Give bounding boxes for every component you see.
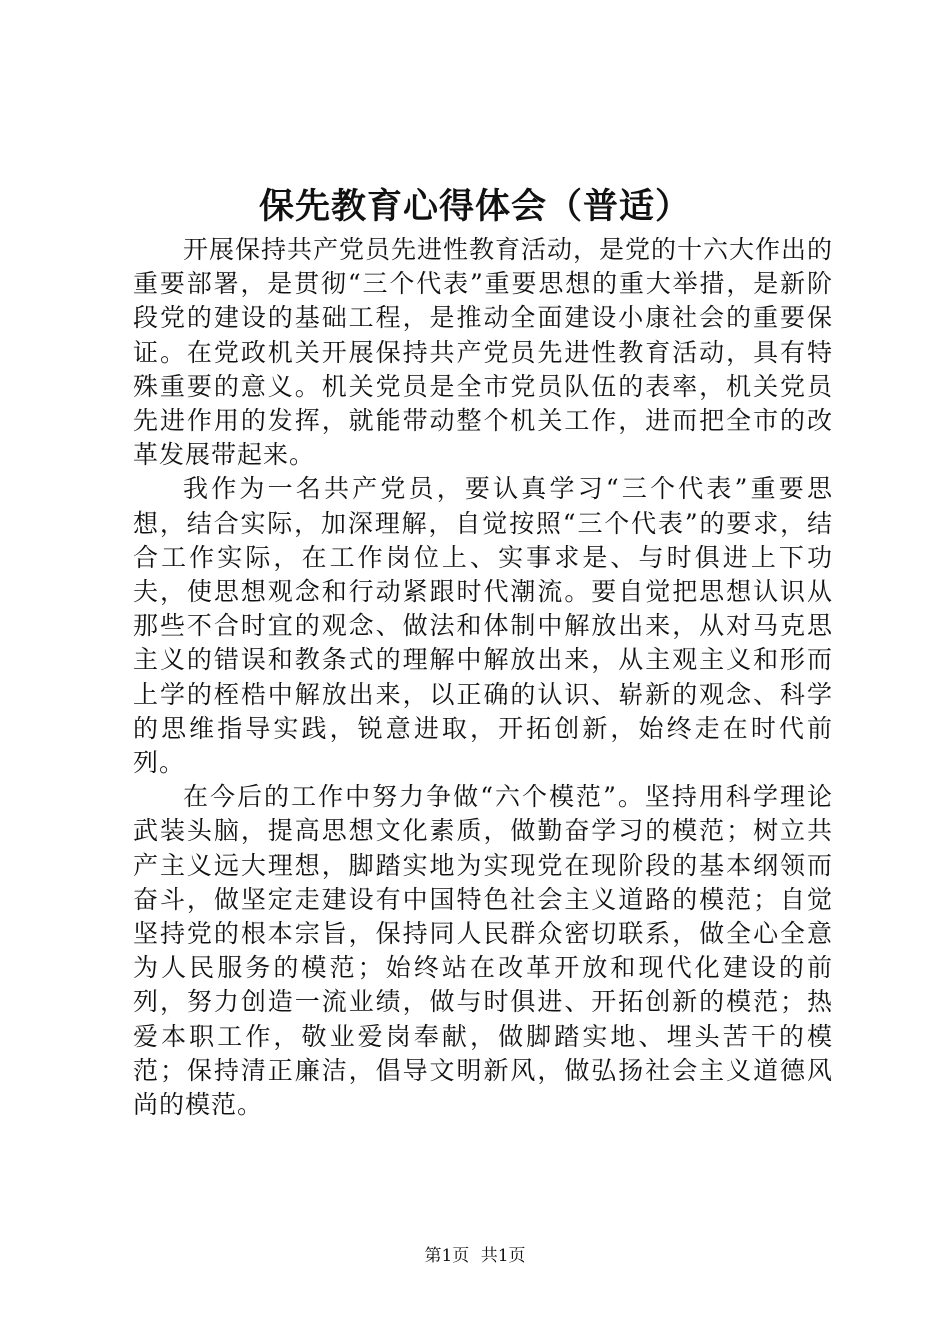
page-number: 第1页 (424, 1246, 470, 1266)
page-total: 共1页 (480, 1246, 526, 1266)
document-title: 保先教育心得体会（普适） (258, 186, 691, 227)
document-body (133, 233, 833, 1122)
paragraph-3: 在今后的工作中努力争做“六个模范”。坚持用科学理论武装头脑，提高思想文化素质，做勤奋学习的模范；树立共产主义远大理想，脚踏实地为实现党在现阶段的基本纲领而奋斗，做坚定走建设有中国特色社会主义道路的模范；自觉坚持党的根本宗旨，保持同人民群众密切联系，做全心全意为人民服务的模范；始终站在改革开放和现代化建设的前列，努力创造一流业绩，做与时俱进、开拓创新的模范；热爱本职工作，敬业爱岗奉献，做脚踏实地、埋头苦干的模范；保持清正廉洁，倡导文明新风，做弘扬社会主义道德风尚的模范。 (133, 782, 833, 1120)
paragraph-1: 开展保持共产党员先进性教育活动，是党的十六大作出的重要部署，是贯彻“三个代表”重要思想的重大举措，是新阶段党的建设的基础工程，是推动全面建设小康社会的重要保证。在党政机关开展保持共产党员先进性教育活动，具有特殊重要的意义。机关党员是全市党员队伍的表率，机关党员先进作用的发挥，就能带动整个机关工作，进而把全市的改革发展带起来。 (133, 235, 834, 470)
paragraph-2: 我作为一名共产党员，要认真学习“三个代表”重要思想，结合实际，加深理解，自觉按照“三个代表”的要求，结合工作实际，在工作岗位上、实事求是、与时俱进上下功夫，使思想观念和行动紧跟时代潮流。要自觉把思想认识从那些不合时宜的观念、做法和体制中解放出来，从对马克思主义的错误和教条式的理解中解放出来，从主观主义和形而上学的桎梏中解放出来，以正确的认识、崭新的观念、科学的思维指导实践，锐意进取，开拓创新，始终走在时代前列。 (133, 474, 833, 778)
page-footer (0, 1244, 950, 1268)
